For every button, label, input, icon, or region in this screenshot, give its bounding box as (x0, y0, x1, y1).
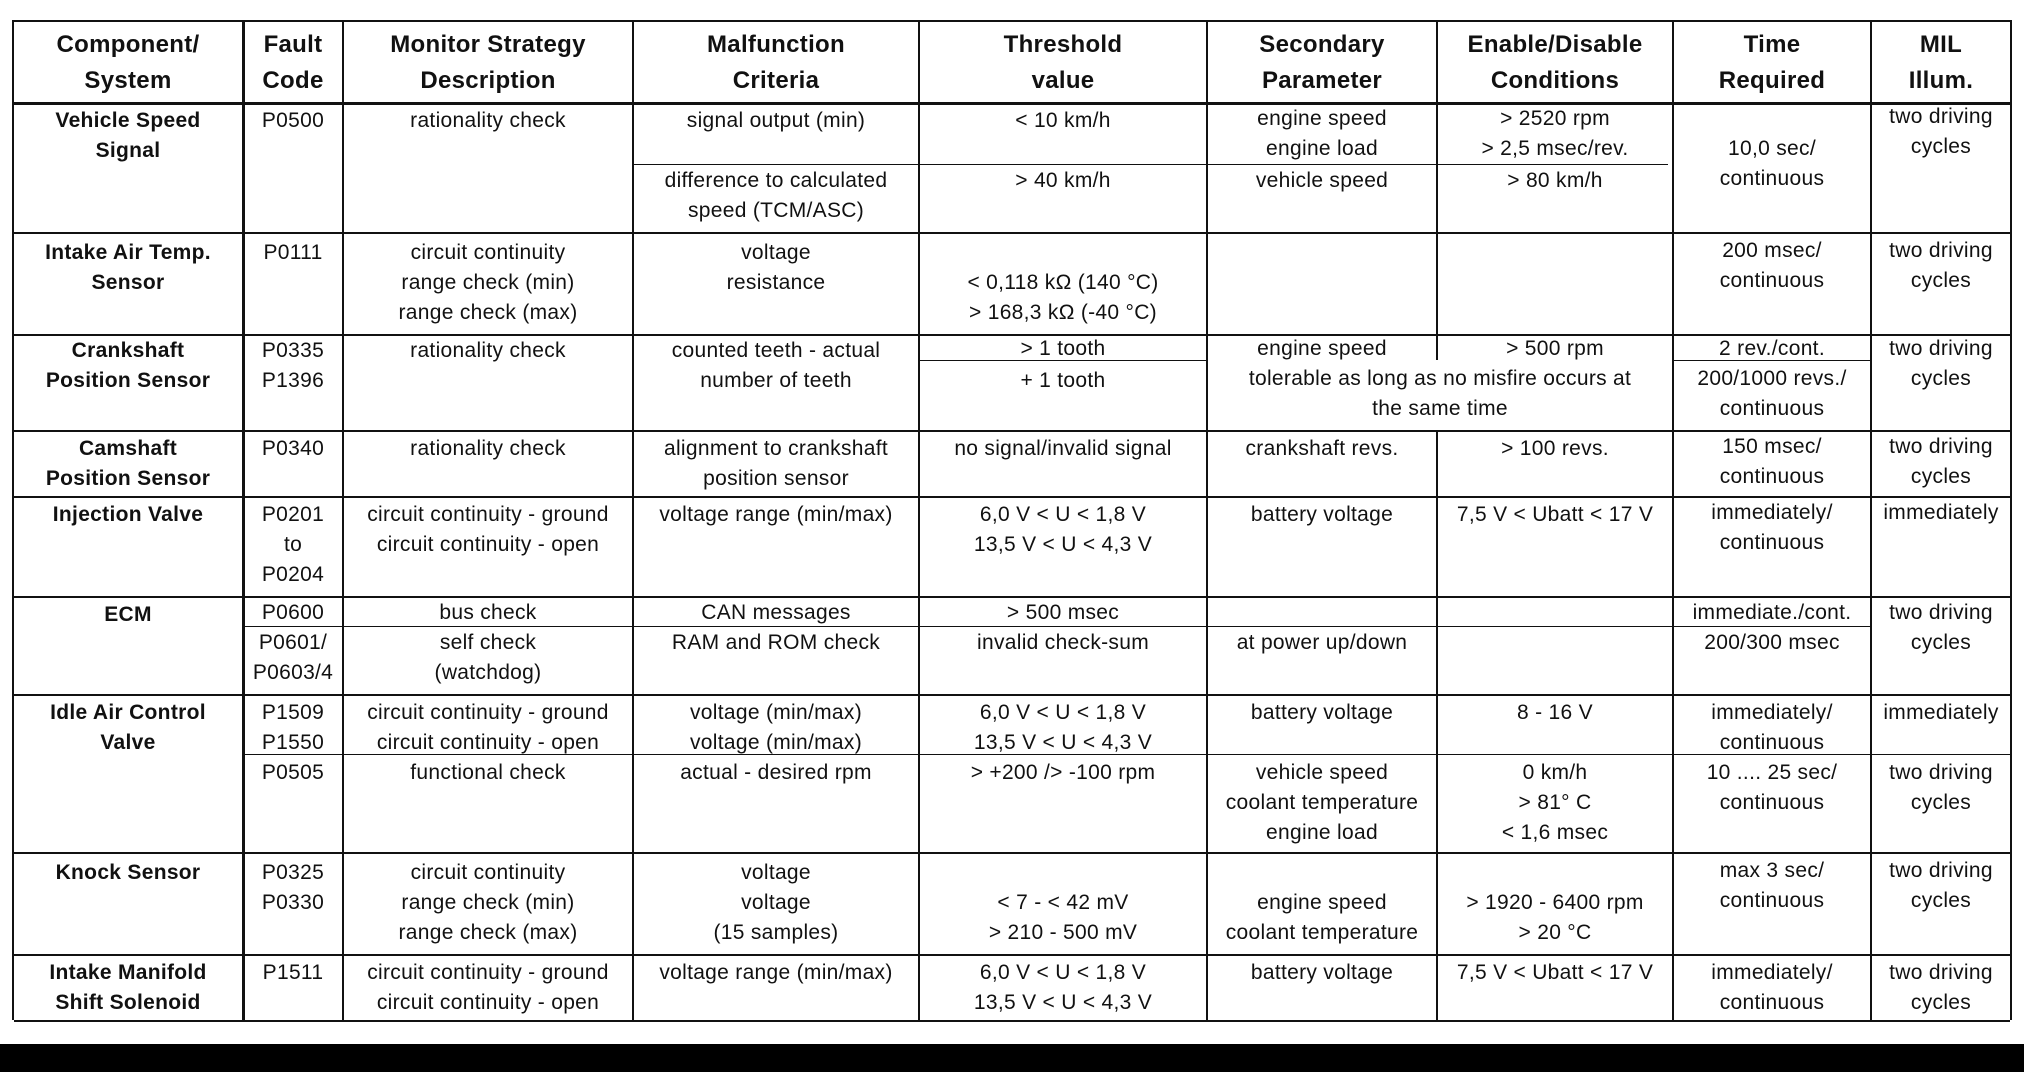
cell-text: two driving (1889, 105, 1993, 128)
fault-code-cell (244, 500, 342, 590)
cell-text: > 40 km/h (1015, 169, 1111, 192)
cell-text: P0325 (261, 861, 325, 884)
mil-cell (1872, 498, 2010, 528)
secondary-cell (1208, 500, 1436, 530)
cell-text: circuit continuity - open (376, 533, 600, 556)
cell-text: circuit continuity (410, 861, 566, 884)
cell-text: 6,0 V < U < 1,8 V (979, 961, 1147, 984)
cell-text: counted teeth - actual (671, 339, 881, 362)
cell-text: 0 km/h (1522, 761, 1588, 784)
cell-text: voltage range (min/max) (659, 961, 893, 984)
cell-text: cycles (1910, 889, 1972, 912)
cell-text: 13,5 V < U < 4,3 V (973, 731, 1153, 754)
cell-text: resistance (726, 271, 826, 294)
cell-text: immediately/ (1711, 501, 1833, 524)
cell-text: circuit continuity - open (376, 991, 600, 1014)
header-text: Criteria (732, 67, 820, 94)
malfunction-cell (634, 628, 918, 658)
component-cell (14, 434, 242, 494)
cell-text: 200/1000 revs./ (1697, 367, 1847, 390)
cell-text: 150 msec/ (1722, 435, 1822, 458)
cell-text: P0500 (261, 109, 325, 132)
header-text: Enable/Disable (1467, 31, 1643, 58)
header-mil (1872, 24, 2010, 102)
cell-text: continuous (1719, 269, 1825, 292)
malfunction-cell (634, 106, 918, 136)
cell-text: P0600 (261, 601, 325, 624)
secondary-cell (1208, 334, 1436, 364)
cell-text: P1509 (261, 701, 325, 724)
malfunction-cell (634, 238, 918, 298)
cell-text: voltage (min/max) (690, 731, 862, 754)
cell-text: (watchdog) (434, 661, 542, 684)
cell-text: speed (TCM/ASC) (687, 199, 865, 222)
cell-text: > 168,3 kΩ (-40 °C) (969, 301, 1157, 324)
header-text: MIL (1919, 31, 1963, 58)
cell-text: functional check (410, 761, 566, 784)
header-malfunction (634, 24, 918, 102)
cell-text: P0335 (261, 339, 325, 362)
cell-text: P1550 (261, 731, 325, 754)
cell-text: Idle Air Control (50, 701, 206, 724)
subrow-rule (632, 164, 1668, 165)
component-cell (14, 336, 242, 396)
cell-text: P1511 (262, 961, 324, 984)
cell-text: circuit continuity - ground (367, 701, 609, 724)
cell-text: P0601/ (258, 631, 328, 654)
cell-text: actual - desired rpm (680, 761, 872, 784)
page-bottom-bar (0, 1044, 2024, 1072)
cell-text: > 1 tooth (1020, 337, 1106, 360)
cell-text: continuous (1719, 167, 1825, 190)
cell-text: engine speed (1257, 891, 1387, 914)
cell-text: voltage (741, 861, 811, 884)
cell-text: two driving (1889, 601, 1993, 624)
threshold-cell (920, 166, 1206, 196)
secondary-cell (1208, 434, 1436, 464)
threshold-cell (920, 106, 1206, 136)
enable-cell (1438, 500, 1672, 530)
cell-text: Position Sensor (45, 369, 211, 392)
cell-text: continuous (1719, 397, 1825, 420)
threshold-cell (920, 334, 1206, 364)
fault-code-cell (244, 598, 342, 628)
cell-text: no signal/invalid signal (954, 437, 1172, 460)
monitor-cell (344, 758, 632, 788)
cell-text: immediately/ (1711, 961, 1833, 984)
cell-text: vehicle speed (1255, 169, 1389, 192)
table-bottom-border (14, 1020, 2010, 1022)
cell-text: RAM and ROM check (671, 631, 881, 654)
cell-text: P0505 (261, 761, 325, 784)
cell-text: two driving (1889, 337, 1993, 360)
cell-text: engine load (1266, 137, 1378, 160)
row-rule (14, 852, 2010, 854)
threshold-cell (920, 888, 1206, 948)
cell-text: immediately (1883, 501, 1999, 524)
monitor-cell (344, 698, 632, 758)
cell-text: > 20 °C (1518, 921, 1592, 944)
header-text: System (84, 67, 172, 94)
component-cell (14, 858, 242, 888)
header-threshold (920, 24, 1206, 102)
cell-text: 7,5 V < Ubatt < 17 V (1456, 503, 1654, 526)
time-cell (1674, 598, 1870, 628)
cell-text: 13,5 V < U < 4,3 V (973, 991, 1153, 1014)
cell-text: at power up/down (1236, 631, 1408, 654)
cell-text: P0340 (261, 437, 325, 460)
threshold-cell (920, 598, 1206, 628)
cell-text: range check (min) (401, 271, 575, 294)
cell-text: < 7 - < 42 mV (997, 891, 1129, 914)
cell-text: voltage (min/max) (690, 701, 862, 724)
enable-cell (1438, 334, 1672, 364)
cell-text: 200 msec/ (1722, 239, 1822, 262)
cell-text: Intake Air Temp. (45, 241, 211, 264)
cell-text: > 210 - 500 mV (988, 921, 1138, 944)
time-cell (1674, 334, 1870, 364)
cell-text: Vehicle Speed (55, 109, 201, 132)
secondary-enable-span-cell (1208, 364, 1672, 424)
cell-text: vehicle speed (1255, 761, 1389, 784)
cell-text: 10,0 sec/ (1728, 137, 1816, 160)
secondary-cell (1208, 628, 1436, 658)
malfunction-cell (634, 166, 918, 226)
cell-text: > 2,5 msec/rev. (1481, 137, 1629, 160)
cell-text: Position Sensor (45, 467, 211, 490)
cell-text: cycles (1910, 791, 1972, 814)
fault-code-cell (244, 628, 342, 688)
cell-text: immediately/ (1711, 701, 1833, 724)
time-cell (1674, 698, 1870, 758)
cell-text: Camshaft (78, 437, 178, 460)
cell-text: P0204 (261, 563, 325, 586)
cell-text: immediate./cont. (1692, 601, 1852, 624)
cell-text: 2 rev./cont. (1719, 337, 1825, 360)
table-top-border (14, 20, 2010, 22)
cell-text: Sensor (91, 271, 165, 294)
cell-text: coolant temperature (1225, 921, 1419, 944)
mil-cell (1872, 334, 2010, 394)
secondary-cell (1208, 166, 1436, 196)
cell-text: > 500 msec (1006, 601, 1120, 624)
cell-text: Signal (95, 139, 161, 162)
time-cell (1674, 628, 1870, 658)
fault-code-cell (244, 958, 342, 988)
header-fault-code (244, 24, 342, 102)
cell-text: two driving (1889, 435, 1993, 458)
row-rule (14, 232, 2010, 234)
cell-text: invalid check-sum (977, 631, 1149, 654)
header-text: Illum. (1908, 67, 1974, 94)
cell-text: range check (max) (398, 301, 578, 324)
cell-text: 8 - 16 V (1517, 701, 1593, 724)
cell-text: > 1920 - 6400 rpm (1466, 891, 1644, 914)
time-cell (1674, 134, 1870, 194)
header-enable (1438, 24, 1672, 102)
monitor-cell (344, 628, 632, 688)
cell-text: cycles (1910, 631, 1972, 654)
enable-cell (1438, 758, 1672, 848)
monitor-cell (344, 336, 632, 366)
cell-text: (15 samples) (713, 921, 839, 944)
cell-text: P0201 (261, 503, 325, 526)
malfunction-cell (634, 698, 918, 758)
time-cell (1674, 432, 1870, 492)
time-cell (1674, 758, 1870, 818)
threshold-cell (920, 500, 1206, 560)
cell-text: cycles (1910, 135, 1972, 158)
time-cell (1674, 856, 1870, 916)
malfunction-cell (634, 758, 918, 788)
header-time (1674, 24, 1870, 102)
component-cell (14, 698, 242, 758)
header-text: Code (262, 67, 324, 94)
header-text: value (1031, 67, 1095, 94)
cell-text: alignment to crankshaft (663, 437, 889, 460)
component-cell (14, 238, 242, 298)
threshold-cell (920, 758, 1206, 788)
mil-cell (1872, 698, 2010, 728)
cell-text: range check (min) (401, 891, 575, 914)
mil-cell (1872, 102, 2010, 162)
cell-text: circuit continuity - ground (367, 503, 609, 526)
cell-text: two driving (1889, 961, 1993, 984)
cell-text: voltage (741, 241, 811, 264)
fault-code-cell (244, 434, 342, 464)
header-text: Monitor Strategy (390, 31, 586, 58)
header-bottom-rule (14, 102, 2010, 105)
row-rule (14, 694, 2010, 696)
cell-text: continuous (1719, 991, 1825, 1014)
row-rule (14, 954, 2010, 956)
header-text: Required (1718, 67, 1826, 94)
cell-text: engine speed (1257, 337, 1387, 360)
cell-text: 6,0 V < U < 1,8 V (979, 503, 1147, 526)
malfunction-cell (634, 434, 918, 494)
cell-text: signal output (min) (686, 109, 866, 132)
cell-text: to (283, 533, 303, 556)
cell-text: < 10 km/h (1015, 109, 1111, 132)
cell-text: > 500 rpm (1506, 337, 1604, 360)
cell-text: battery voltage (1250, 961, 1394, 984)
malfunction-cell (634, 858, 918, 948)
header-monitor (344, 24, 632, 102)
cell-text: battery voltage (1250, 701, 1394, 724)
cell-text: cycles (1910, 465, 1972, 488)
cell-text: 7,5 V < Ubatt < 17 V (1456, 961, 1654, 984)
enable-cell (1438, 104, 1672, 164)
cell-text: the same time (1372, 397, 1508, 420)
component-cell (14, 500, 242, 530)
cell-text: coolant temperature (1225, 791, 1419, 814)
cell-text: continuous (1719, 465, 1825, 488)
cell-text: 10 .... 25 sec/ (1706, 761, 1838, 784)
enable-cell (1438, 698, 1672, 728)
cell-text: Shift Solenoid (55, 991, 201, 1014)
cell-text: > +200 /> -100 rpm (970, 761, 1156, 784)
cell-text: engine load (1266, 821, 1378, 844)
cell-text: Crankshaft (71, 339, 185, 362)
monitor-cell (344, 598, 632, 628)
fault-code-cell (244, 238, 342, 268)
cell-text: position sensor (703, 467, 849, 490)
enable-cell (1438, 958, 1672, 988)
threshold-cell (920, 366, 1206, 396)
cell-text: bus check (439, 601, 537, 624)
cell-text: number of teeth (700, 369, 852, 392)
threshold-cell (920, 958, 1206, 1018)
component-cell (14, 106, 242, 166)
header-text: Time (1743, 31, 1801, 58)
secondary-cell (1208, 758, 1436, 848)
time-cell (1674, 364, 1870, 424)
cell-text: + 1 tooth (1020, 369, 1106, 392)
cell-text: range check (max) (398, 921, 578, 944)
cell-text: cycles (1910, 367, 1972, 390)
cell-text: Knock Sensor (55, 861, 201, 884)
secondary-cell (1208, 104, 1436, 164)
header-text: Conditions (1490, 67, 1620, 94)
cell-text: Injection Valve (52, 503, 204, 526)
mil-cell (1872, 856, 2010, 916)
cell-text: > 81° C (1518, 791, 1592, 814)
header-secondary (1208, 24, 1436, 102)
cell-text: rationality check (410, 339, 566, 362)
cell-text: circuit continuity - open (376, 731, 600, 754)
time-cell (1674, 958, 1870, 1018)
time-cell (1674, 236, 1870, 296)
cell-text: > 80 km/h (1507, 169, 1603, 192)
secondary-cell (1208, 888, 1436, 948)
header-text: Fault (263, 31, 323, 58)
malfunction-cell (634, 500, 918, 530)
cell-text: circuit continuity - ground (367, 961, 609, 984)
cell-text: 6,0 V < U < 1,8 V (979, 701, 1147, 724)
cell-text: rationality check (410, 437, 566, 460)
fault-code-cell (244, 698, 342, 758)
malfunction-cell (634, 598, 918, 628)
monitor-cell (344, 858, 632, 948)
cell-text: > 100 revs. (1501, 437, 1609, 460)
header-text: Threshold (1003, 31, 1123, 58)
time-cell (1674, 498, 1870, 558)
subrow-rule (1872, 754, 2010, 755)
fault-code-cell (244, 106, 342, 136)
header-text: Secondary (1259, 31, 1385, 58)
cell-text: > 2520 rpm (1500, 107, 1610, 130)
component-cell (14, 600, 242, 630)
malfunction-cell (634, 336, 918, 396)
header-text: Description (420, 67, 556, 94)
mil-cell (1872, 432, 2010, 492)
cell-text: battery voltage (1250, 503, 1394, 526)
cell-text: cycles (1910, 991, 1972, 1014)
mil-cell (1872, 598, 2010, 658)
cell-text: < 0,118 kΩ (140 °C) (967, 271, 1159, 294)
monitor-cell (344, 500, 632, 560)
component-cell (14, 958, 242, 1018)
cell-text: P1396 (261, 369, 325, 392)
cell-text: continuous (1719, 731, 1825, 754)
cell-text: two driving (1889, 859, 1993, 882)
cell-text: < 1,6 msec (1501, 821, 1609, 844)
mil-cell (1872, 758, 2010, 818)
enable-cell (1438, 434, 1672, 464)
table-right-border (2010, 20, 2012, 1020)
secondary-cell (1208, 958, 1436, 988)
cell-text: CAN messages (701, 601, 851, 624)
cell-text: voltage (741, 891, 811, 914)
threshold-cell (920, 698, 1206, 758)
monitor-cell (344, 958, 632, 1018)
cell-text: P0111 (263, 241, 323, 264)
cell-text: self check (439, 631, 537, 654)
mil-cell (1872, 958, 2010, 1018)
cell-text: Intake Manifold (49, 961, 207, 984)
monitor-cell (344, 434, 632, 464)
cell-text: difference to calculated (664, 169, 888, 192)
fault-code-cell (244, 336, 342, 396)
cell-text: circuit continuity (410, 241, 566, 264)
secondary-cell (1208, 698, 1436, 728)
cell-text: continuous (1719, 791, 1825, 814)
cell-text: continuous (1719, 531, 1825, 554)
threshold-cell (920, 628, 1206, 658)
cell-text: tolerable as long as no misfire occurs at (1248, 367, 1632, 390)
header-component (14, 24, 242, 102)
cell-text: 200/300 msec (1704, 631, 1840, 654)
cell-text: 13,5 V < U < 4,3 V (973, 533, 1153, 556)
cell-text: immediately (1883, 701, 1999, 724)
cell-text: continuous (1719, 889, 1825, 912)
enable-cell (1438, 166, 1672, 196)
enable-cell (1438, 888, 1672, 948)
fault-code-cell (244, 758, 342, 788)
cell-text: Valve (100, 731, 156, 754)
cell-text: two driving (1889, 239, 1993, 262)
cell-text: cycles (1910, 269, 1972, 292)
cell-text: engine speed (1257, 107, 1387, 130)
header-text: Malfunction (707, 31, 845, 58)
cell-text: voltage range (min/max) (659, 503, 893, 526)
cell-text: rationality check (410, 109, 566, 132)
monitor-cell (344, 106, 632, 136)
cell-text: P0603/4 (252, 661, 334, 684)
cell-text: ECM (104, 603, 152, 626)
header-text: Component/ (56, 31, 200, 58)
monitor-cell (344, 238, 632, 328)
mil-cell (1872, 236, 2010, 296)
threshold-cell (920, 268, 1206, 328)
cell-text: crankshaft revs. (1245, 437, 1399, 460)
cell-text: P0330 (261, 891, 325, 914)
malfunction-cell (634, 958, 918, 988)
threshold-cell (920, 434, 1206, 464)
cell-text: two driving (1889, 761, 1993, 784)
cell-text: max 3 sec/ (1719, 859, 1825, 882)
header-text: Parameter (1261, 67, 1383, 94)
fault-code-cell (244, 858, 342, 918)
